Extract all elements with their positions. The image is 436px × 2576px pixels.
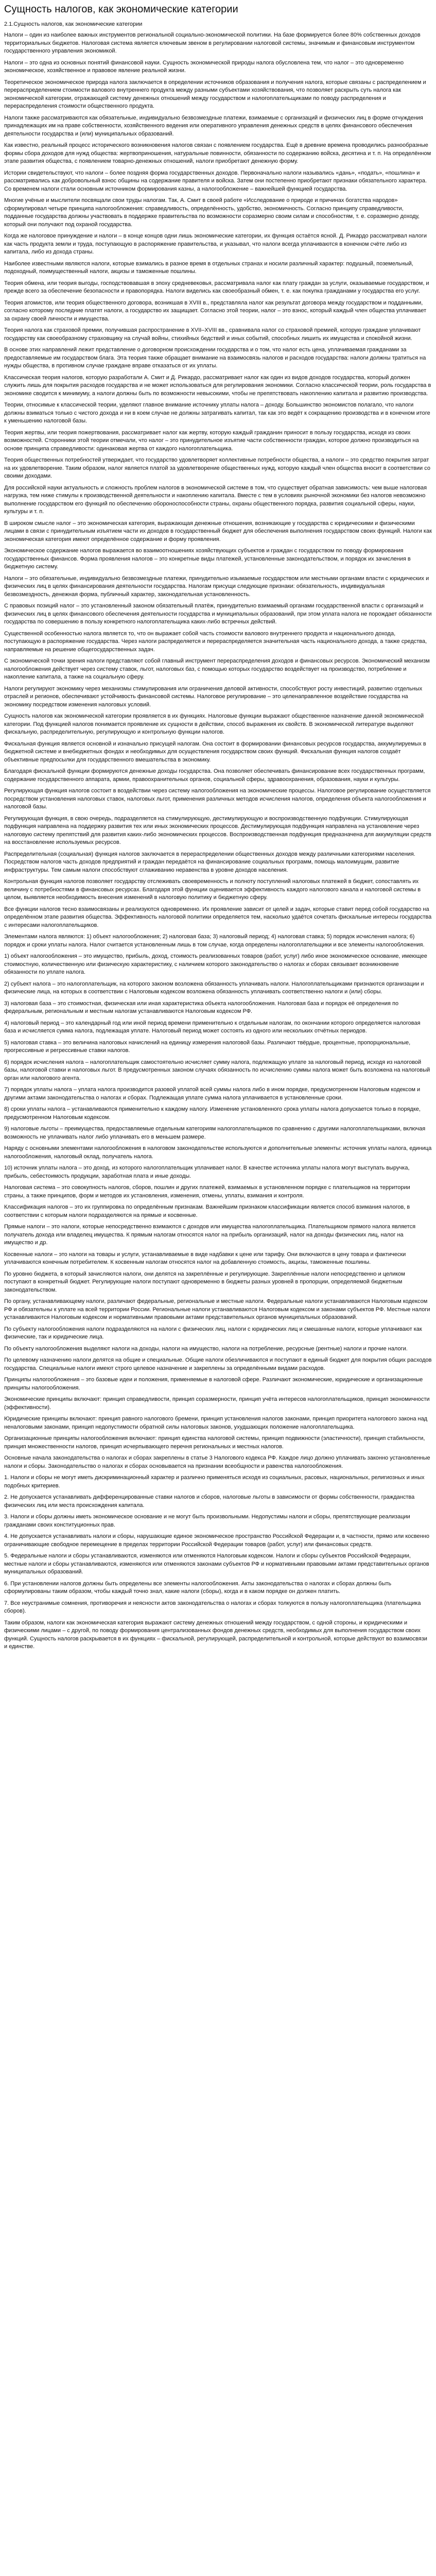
paragraph: Теория налога как страховой премии, получившая распространение в XVII–XVIII вв., сравнивала налог со страховой премией, которую граждане уплачивают государству как своеобразному страховщику на случай войны, стихийных бедствий и иных событий, способных лишить их имущества и спокойной жизни. — [4, 327, 421, 342]
paragraph: Прямые налоги – это налоги, которые непосредственно взимаются с доходов или имущества налогоплательщика. Плательщиком прямого налога является получатель дохода или владелец имущества. К прямым налогам относятся налог на прибыль организаций, налог на доходы физических лиц, налог на имущество и др. — [4, 1224, 416, 1246]
paragraph: 2) субъект налога – это налогоплательщик, на которого законом возложена обязанность уплачивать налоги. Налогоплательщиками признаются организации и физические лица, на которых в соответствии с Налоговым кодексом возложена обязанность уплачивать соответственно налоги и (или) сборы. — [4, 980, 424, 995]
paragraph: Основные начала законодательства о налогах и сборах закреплены в статье 3 Налогового кодекса РФ. Каждое лицо должно уплачивать законно установленные налоги и сборы. Законодательство о налогах и сборах основывается на признании всеобщности и равенства налогообложения. — [4, 1455, 430, 1469]
paragraph: Наряду с основными элементами налогообложения в налоговом законодательстве используются и дополнительные элементы: источник уплаты налога, единица налогообложения, налоговый оклад, получатель налога. — [4, 1145, 432, 1160]
paragraph: Налоги регулируют экономику через механизмы стимулирования или ограничения деловой активности, способствуют росту инвестиций, развитию отдельных отраслей и регионов, обеспечивают устойчивость финансовой системы. Налоговое регулирование – это целенаправленное воздействие государства на экономику посредством изменения налоговых условий. — [4, 685, 423, 708]
paragraph: Благодаря фискальной функции формируются денежные доходы государства. Она позволяет обеспечивать финансирование всех государственных программ, содержание государственного аппарата, армии, правоохранительных органов, социальной сферы, здравоохранения, образования, науки и культуры. — [4, 768, 425, 783]
paragraph: Для российской науки актуальность и сложность проблем налогов в экономической системе в том, что существует обратная зависимость: чем выше налоговая нагрузка, тем ниже стимулы к производственной деятельности и накоплению капитала. Вместе с тем в условиях рыночной экономики без налогов невозможно выполнение государством его функций по обеспечению обороноспособности страны, охраны общественного порядка, развития социальной сферы, науки, культуры и т. п. — [4, 484, 427, 515]
paragraph: Экономические принципы включают: принцип справедливости, принцип соразмерности, принцип учёта интересов налогоплательщиков, принцип экономичности (эффективности). — [4, 1396, 430, 1411]
paragraph: 5. Федеральные налоги и сборы устанавливаются, изменяются или отменяются Налоговым кодексом. Налоги и сборы субъектов Российской Федерации, местные налоги и сборы устанавливаются, изменяются или отменяются законами субъектов РФ и нормативными правовыми актами представительных органов муниципальных образований. — [4, 1553, 429, 1575]
paragraph: Юридические принципы включают: принцип равного налогового бремени, принцип установления налогов законами, принцип приоритета налогового закона над неналоговыми законами, принцип недопустимости обратной силы налоговых законов, ухудшающих положение налогоплательщика. — [4, 1416, 428, 1430]
paragraph: Теория обмена, или теория выгоды, господствовавшая в эпоху средневековья, рассматривала налог как плату граждан за услуги, оказываемые государством, и прежде всего за обеспечение безопасности и правопорядка. Налоги виделись как своеобразный обмен, т. е. как покупка гражданами у государства его услуг. — [4, 280, 429, 294]
paragraph: По органу, устанавливающему налоги, различают федеральные, региональные и местные налоги. Федеральные налоги устанавливаются Налоговым кодексом РФ и обязательны к уплате на всей территории России. Региональные налоги устанавливаются Налоговым кодексом и законами субъектов РФ. Местные налоги устанавливаются Налоговым кодексом и нормативными правовыми актами представительных органов муниципальных образований. — [4, 1298, 430, 1320]
paragraph: Налоги – это одна из основных понятий финансовой науки. Сущность экономической природы налога обусловлена тем, что налог – это одновременно экономическое, хозяйственное и правовое явление реальной жизни. — [4, 59, 404, 74]
paragraph: Теоретическое экономическое природа налога заключается в определении источников образования и получения налога, которые связаны с распределением и перераспределением стоимости валового внутреннего продукта между разными субъектами хозяйствования, что позволяет раскрыть суть налога как экономической категории, отражающей систему денежных отношений между государством и налогоплательщиками по поводу распределения и перераспределения стоимости общественного продукта. — [4, 79, 426, 109]
paragraph: 8) сроки уплаты налога – устанавливаются применительно к каждому налогу. Изменение установленного срока уплаты налога допускается только в порядке, предусмотренном Налоговым кодексом. — [4, 1106, 421, 1121]
paragraph: 9) налоговые льготы – преимущества, предоставляемые отдельным категориям налогоплательщиков по сравнению с другими налогоплательщиками, включая возможность не уплачивать налог либо уплачивать его в меньшем размере. — [4, 1126, 426, 1140]
paragraph: Налоги – один из наиболее важных инструментов региональной социально-экономической политики. На базе формируется более 80% собственных доходов территориальных бюджетов. Налоговая система является ключевым звеном в регулировании налоговой системы, значимым и финансовым инструментом государственного управления экономикой. — [4, 32, 421, 54]
paragraph: По субъекту налогообложения налоги подразделяются на налоги с физических лиц, налоги с юридических лиц и смешанные налоги, которые уплачивают как физические, так и юридические лица. — [4, 1326, 422, 1340]
paragraph: Классификация налогов – это их группировка по определённым признакам. Важнейшим признаком классификации является способ взимания налогов, в соответствии с которым налоги подразделяются на прямые и косвенные. — [4, 1204, 410, 1218]
paragraph: Все функции налогов тесно взаимосвязаны и реализуются одновременно. Их проявление зависит от целей и задач, которые ставит перед собой государство на определённом этапе развития общества. Эффективность налоговой политики определяется тем, насколько удаётся сочетать фискальные интересы государства с интересами налогоплательщиков. — [4, 906, 432, 928]
paragraph: Налоговая система – это совокупность налогов, сборов, пошлин и других платежей, взимаемых в установленном порядке с плательщиков на территории страны, а также принципов, форм и методов их установления, изменения, отмены, уплаты, взимания и контроля. — [4, 1184, 410, 1199]
paragraph: 4) налоговый период – это календарный год или иной период времени применительно к отдельным налогам, по окончании которого определяется налоговая база и исчисляется сумма налога, подлежащая уплате. Налоговый период может состоять из одного или нескольких отчётных периодов. — [4, 1020, 421, 1034]
paragraph: Организационные принципы налогообложения включают: принцип единства налоговой системы, принцип подвижности (эластичности), принцип стабильности, принцип множественности налогов, принцип исчерпывающего перечня региональных и местных налогов. — [4, 1435, 425, 1450]
paragraph: Истории свидетельствуют, что налоги – более поздняя форма государственных доходов. Первоначально налоги назывались «дань», «подать», «пошлина» и рассматривались как добровольный взнос общины на содержание правителя и войска. Затем они постепенно приобретают признаки обязательного характера. Со временем налоги стали основным источником формирования казны, а налогообложение – важнейшей функцией государства. — [4, 170, 427, 192]
paragraph: По объекту налогообложения выделяют налоги на доходы, налоги на имущество, налоги на потребление, ресурсные (рентные) налоги и прочие налоги. — [4, 1345, 408, 1352]
paragraph: По уровню бюджета, в который зачисляются налоги, они делятся на закреплённые и регулирующие. Закреплённые налоги непосредственно и целиком поступают в конкретный бюджет. Регулирующие налоги поступают одновременно в бюджеты разных уровней в пропорции, определяемой бюджетным законодательством. — [4, 1270, 405, 1293]
paragraph: 3) налоговая база – это стоимостная, физическая или иная характеристика объекта налогообложения. Налоговая база и порядок её определения по федеральным, региональным и местным налогам устанавливаются Налоговым кодексом РФ. — [4, 1000, 399, 1014]
page-title: Сущность налогов, как экономические категории — [4, 4, 238, 15]
paragraph: Теория общественных потребностей утверждает, что государство удовлетворяет коллективные потребности общества, а налоги – это средство покрытия затрат на их удовлетворение. Таким образом, налог является платой за удовлетворение общественных нужд, которую каждый член общества вносит в соответствии со своими доходами. — [4, 457, 430, 479]
paragraph: 6. При установлении налогов должны быть определены все элементы налогообложения. Акты законодательства о налогах и сборах должны быть сформулированы таким образом, чтобы каждый точно знал, какие налоги (сборы), когда и в каком порядке он должен платить. — [4, 1580, 392, 1595]
paragraph: 1. Налоги и сборы не могут иметь дискриминационный характер и различно применяться исходя из социальных, расовых, национальных, религиозных и иных подобных критериев. — [4, 1475, 425, 1489]
paragraph: Сущность налогов как экономической категории проявляется в их функциях. Налоговые функции выражают общественное назначение данной экономической категории. Под функцией налогов понимается проявление их сущности в действии, способ выражения их свойств. В экономической литературе выделяют фискальную, распределительную, регулирующую и контрольную функции налогов. — [4, 713, 424, 735]
paragraph: Классическая теория налогов, которую разработали А. Смит и Д. Рикардо, рассматривает налог как один из видов доходов государства, который должен служить лишь для покрытия расходов государства и не может использоваться для регулирования экономики. Согласно классической теории, роль государства в экономике сводится к минимуму, а налоги должны быть по возможности невысокими, чтобы не препятствовать накоплению капитала и развитию производства. — [4, 374, 431, 397]
paragraph: Регулирующая функция, в свою очередь, подразделяется на стимулирующую, дестимулирующую и воспроизводственную подфункции. Стимулирующая подфункция направлена на поддержку развития тех или иных экономических процессов. Дестимулирующая подфункция направлена на установление через налоговую систему препятствий для развития каких-либо экономических процессов. Воспроизводственная подфункция предназначена для аккумуляции средств на восстановление используемых ресурсов. — [4, 815, 431, 845]
paragraph: 7. Все неустранимые сомнения, противоречия и неясности актов законодательства о налогах и сборах толкуются в пользу налогоплательщика (плательщика сборов). — [4, 1600, 421, 1614]
paragraph: 3. Налоги и сборы должны иметь экономическое основание и не могут быть произвольными. Недопустимы налоги и сборы, препятствующие реализации гражданами своих конституционных прав. — [4, 1514, 410, 1528]
paragraph: Существенной особенностью налога является то, что он выражает собой часть стоимости валового внутреннего продукта и национального дохода, поступающую в распоряжение государства. Через налоги распределяется и перераспределяется значительная часть национального дохода, а также средства, направляемые на решение общегосударственных задач. — [4, 630, 427, 653]
paragraph: Налоги также рассматриваются как обязательные, индивидуально безвозмездные платежи, взимаемые с организаций и физических лиц в форме отчуждения принадлежащих им на праве собственности, хозяйственного ведения или оперативного управления денежных средств в целях финансового обеспечения деятельности государства и (или) муниципальных образований. — [4, 114, 423, 137]
paragraph: Теория атомистов, или теория общественного договора, возникшая в XVIII в., представляла налог как результат договора между государством и подданными, согласно которому последние платят налоги, а государство их защищает. Согласно этой теории, налог – это взнос, который каждый член общества уплачивает за охрану своей личности и имущества. — [4, 299, 427, 322]
paragraph: Налоги – это обязательные, индивидуально безвозмездные платежи, принудительно изымаемые государством или местными органами власти с юридических и физических лиц в целях финансирования деятельности государства. Налогам присущи следующие признаки: обязательность, индивидуальная безвозмездность, денежная форма, публичный характер, законодательная установленность. — [4, 575, 429, 598]
paragraph: 10) источник уплаты налога – это доход, из которого налогоплательщик уплачивает налог. В качестве источника уплаты налога могут выступать выручка, прибыль, себестоимость продукции, заработная плата и иные доходы. — [4, 1165, 410, 1179]
paragraph: Косвенные налоги – это налоги на товары и услуги, устанавливаемые в виде надбавки к цене или тарифу. Они включаются в цену товара и фактически уплачиваются конечным потребителем. К косвенным налогам относятся налог на добавленную стоимость, акцизы, таможенные пошлины. — [4, 1251, 406, 1265]
paragraph: 6) порядок исчисления налога – налогоплательщик самостоятельно исчисляет сумму налога, подлежащую уплате за налоговый период, исходя из налоговой базы, налоговой ставки и налоговых льгот. В предусмотренных законом случаях обязанность по исчислению суммы налога может быть возложена на налоговый орган или налогового агента. — [4, 1059, 430, 1081]
paragraph: 2. Не допускается устанавливать дифференцированные ставки налогов и сборов, налоговые льготы в зависимости от формы собственности, гражданства физических лиц или места происхождения капитала. — [4, 1494, 415, 1509]
paragraph: Экономическое содержание налогов выражается во взаимоотношениях хозяйствующих субъектов и граждан с государством по поводу формирования государственных финансов. Форма проявления налогов – это конкретные виды платежей, установленные законодательством, и порядок их зачисления в бюджетную систему. — [4, 548, 411, 570]
paragraph: Принципы налогообложения – это базовые идеи и положения, применяемые в налоговой сфере. Различают экономические, юридические и организационные принципы налогообложения. — [4, 1377, 423, 1391]
paragraph: Как известно, реальный процесс исторического возникновения налогов связан с появлением государства. Ещё в древние времена проводились разнообразные формы сбора доходов для нужд общества: жертвоприношения, натуральные повинности, обязанности по содержанию войска, десятина и т. п. На определённом этапе развития общества, с появлением товарно-денежных отношений, налоги приобретают денежную форму. — [4, 142, 431, 164]
paragraph: 4. Не допускается устанавливать налоги и сборы, нарушающие единое экономическое пространство Российской Федерации и, в частности, прямо или косвенно ограничивающие свободное перемещение в пределах территории Российской Федерации товаров (работ, услуг) или финансовых средств. — [4, 1533, 429, 1548]
paragraph: Распределительная (социальная) функция налогов заключается в перераспределении общественных доходов между различными категориями населения. Посредством налогов часть доходов предприятий и граждан передаётся на финансирование социальных программ, помощь малоимущим, развитие инфраструктуры. Тем самым налоги способствуют сглаживанию неравенства в уровне доходов населения. — [4, 851, 415, 873]
paragraph: Когда же налоговое принуждение и налоги – в конце концов одни лишь экономические категории, их функция остаётся ясной. Д. Рикардо рассматривал налоги как часть продукта земли и труда, поступающую в распоряжение правительства, и указывал, что налоги всегда уплачиваются в конечном счёте либо из капитала, либо из дохода страны. — [4, 233, 427, 255]
paragraph: С экономической точки зрения налоги представляют собой главный инструмент перераспределения доходов и финансовых ресурсов. Экономический механизм налогообложения действует через систему ставок, льгот, налоговых баз, с помощью которых государство воздействует на производство, потребление и накопление капитала, а также на социальную сферу. — [4, 658, 430, 680]
paragraph: 5) налоговая ставка – это величина налоговых начислений на единицу измерения налоговой базы. Различают твёрдые, процентные, пропорциональные, прогрессивные и регрессивные ставки налогов. — [4, 1039, 411, 1054]
paragraph: Элементами налога являются: 1) объект налогообложения; 2) налоговая база; 3) налоговый период; 4) налоговая ставка; 5) порядок исчисления налога; 6) порядок и сроки уплаты налога. Налог считается установленным лишь в том случае, когда определены налогоплательщики и все элементы налогообложения. — [4, 934, 425, 948]
paragraph: По целевому назначению налоги делятся на общие и специальные. Общие налоги обезличиваются и поступают в единый бюджет для покрытия общих расходов государства. Специальные налоги имеют строго целевое назначение и закреплены за определёнными видами расходов. — [4, 1357, 432, 1371]
paragraph: С правовых позиций налог – это установленный законом обязательный платёж, принудительно взимаемый органами государственной власти с организаций и физических лиц в целях финансового обеспечения деятельности государства и муниципальных образований, при этом уплата налога не порождает обязанности государства по совершению в пользу конкретного налогоплательщика каких-либо встречных действий. — [4, 603, 432, 625]
paragraph: Многие учёные и мыслители посвящали свои труды налогам. Так, А. Смит в своей работе «Исследование о природе и причинах богатства народов» сформулировал четыре принципа налогообложения: справедливость, определённость, удобство, экономичность. Согласно принципу справедливости, подданные государства должны участвовать в поддержке правительства по возможности соразмерно своим силам и способностям, т. е. соразмерно доходу, который они получают под охраной государства. — [4, 197, 420, 228]
paragraph: Фискальная функция является основной и изначально присущей налогам. Она состоит в формировании финансовых ресурсов государства, аккумулируемых в бюджетной системе и внебюджетных фондах и необходимых для осуществления государством своих функций. Фискальная функция налогов создаёт объективные предпосылки для государственного вмешательства в экономику. — [4, 740, 426, 763]
paragraph: Теория жертвы, или теория пожертвования, рассматривает налог как жертву, которую каждый гражданин приносит в пользу государства, исходя из своих возможностей. Сторонники этой теории отмечали, что налог – это принудительное изъятие части собственности граждан, которое должно производиться на основе принципа справедливости: одинаковая жертва от каждого налогоплательщика. — [4, 429, 419, 452]
paragraph: Контрольная функция налогов позволяет государству отслеживать своевременность и полноту поступлений налоговых платежей в бюджет, сопоставлять их величину с потребностями в финансовых ресурсах. Благодаря этой функции оценивается эффективность каждого налогового канала и налоговой системы в целом, выявляется необходимость внесения изменений в налоговую политику и бюджетную сферу. — [4, 878, 421, 901]
paragraph: Наиболее известными являются налоги, которые взимались в разное время в отдельных странах и носили различный характер: подушный, поземельный, подоходный, поимущественный налоги, акцизы и таможенные пошлины. — [4, 260, 413, 275]
paragraph: Таким образом, налоги как экономическая категория выражают систему денежных отношений между государством, с одной стороны, и юридическими и физическими лицами – с другой, по поводу формирования централизованных фондов денежных средств, необходимых для выполнения государством своих функций. Сущность налогов раскрывается в их функциях – фискальной, регулирующей, распределительной и контрольной, которые действуют во взаимосвязи и единстве. — [4, 1619, 427, 1650]
section-heading: 2.1.Сущность налогов, как экономические категории — [4, 21, 143, 27]
paragraph: 7) порядок уплаты налога – уплата налога производится разовой уплатой всей суммы налога либо в ином порядке, предусмотренном Налоговым кодексом и другими актами законодательства о налогах и сборах. Подлежащая уплате сумма налога уплачивается в установленные сроки. — [4, 1087, 421, 1101]
paragraph: 1) объект налогообложения – это имущество, прибыль, доход, стоимость реализованных товаров (работ, услуг) либо иное экономическое основание, имеющее стоимостную, количественную или физическую характеристику, с наличием которого законодательство о налогах и сборах связывает возникновение обязанности по уплате налога. — [4, 953, 427, 975]
paragraph: В основе этих направлений лежит представление о договорном происхождении государства и о том, что налог есть цена, уплачиваемая гражданами за предоставляемые им государством блага. Эта теория также обращает внимание на взаимосвязь налогов и расходов государства: налоги должны тратиться на нужды общества, в противном случае граждане вправе отказаться от их уплаты. — [4, 347, 426, 369]
document-body — [4, 31, 432, 1651]
paragraph: Теории, относимые к классической теории, уделяют главное внимание источнику уплаты налога – доходу. Большинство экономистов полагало, что налоги должны взиматься только с чистого дохода и ни в коем случае не должны затрагивать капитал, так как это ведёт к сокращению производства и в конечном итоге к уменьшению налоговой базы. — [4, 402, 430, 424]
paragraph: В широком смысле налог – это экономическая категория, выражающая денежные отношения, возникающие у государства с юридическими и физическими лицами в связи с принудительным изъятием части их доходов в государственный бюджет для обеспечения выполнения государством своих функций. Налоги как экономическая категория имеют определённое содержание и форму проявления. — [4, 520, 432, 543]
paragraph: Регулирующая функция налогов состоит в воздействии через систему налогообложения на экономические процессы. Налоговое регулирование осуществляется посредством установления налоговых ставок, налоговых льгот, применения различных методов исчисления налогов, определения объекта налогообложения и налоговой базы. — [4, 788, 431, 810]
